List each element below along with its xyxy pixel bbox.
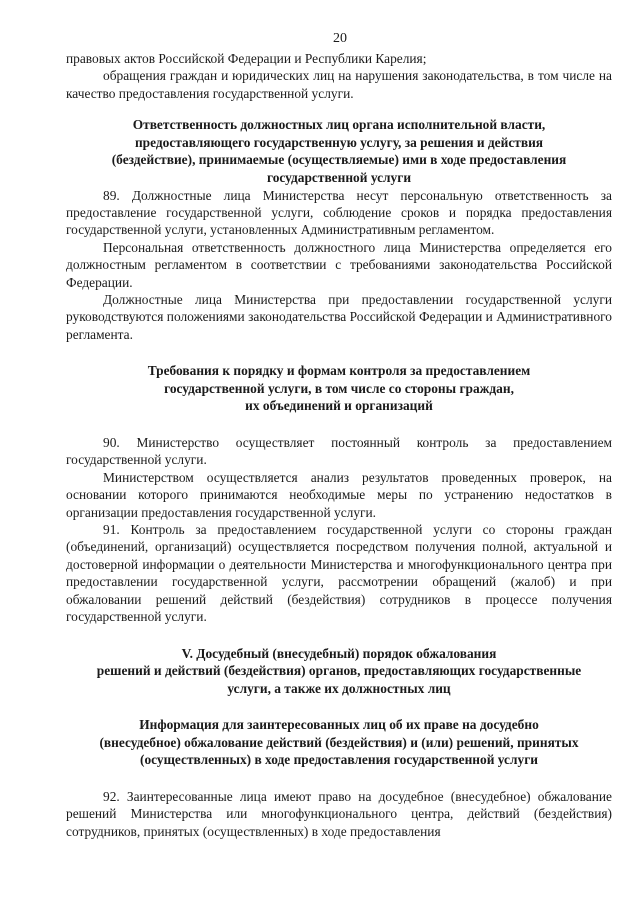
document-page [66,28,612,840]
intro-line: правовых актов Российской Федерации и Республики Карелия; [66,51,427,66]
heading-line: государственной услуги [266,170,412,185]
paragraph-90: 90. Министерство осуществляет постоянный контроль за предоставлением государственной услуги. [66,435,612,468]
heading-line: V. Досудебный (внесудебный) порядок обжалования [181,645,497,661]
heading-line: (осуществленных) в ходе предоставления государственной услуги [140,752,538,768]
paragraph-personal-responsibility: Персональная ответственность должностного лица Министерства определяется его должностным регламентом в соответствии с требованиями законодательства Российской Федерации. [66,239,612,290]
heading-line: их объединений и организаций [245,398,433,414]
intro-paragraph: обращения граждан и юридических лиц на нарушения законодательства, в том числе на качество предоставления государственной услуги. [66,68,612,101]
heading-line: Требования к порядку и формам контроля за предоставлением [147,363,531,379]
heading-control [66,362,612,415]
paragraph-91: 91. Контроль за предоставлением государственной услуги со стороны граждан (объединений, организаций) осуществляется посредством получения полной, актуальной и достоверной информации о деятельности Министерства и многофункционального центра при предоставлении государственной услуги, рассмотрении обращений (жалоб) и при обжаловании решений действий (бездействия) сотрудников в процессе получения государственной услуги. [66,522,612,625]
paragraph-89: 89. Должностные лица Министерства несут персональную ответственность за предоставление государственной услуги, соблюдение сроков и порядка предоставления государственной услуги, установленных Административным регламентом. [66,187,612,238]
heading-line: (внесудебное) обжалование действий (бездействия) и (или) решений, принятых [99,734,579,750]
paragraph-analysis: Министерством осуществляется анализ результатов проведенных проверок, на основании которого принимаются необходимые меры по устранению недостатков в организации предоставления государственной услуги. [66,469,612,520]
heading-line: (бездействие), принимаемые (осуществляемые) ими в ходе предоставления [111,152,567,168]
heading-section-v [66,645,612,698]
paragraph-officials-guidance: Должностные лица Министерства при предоставлении государственной услуги руководствуются положениями законодательства Российской Федерации и Административного регламента. [66,292,612,342]
heading-line: услуги, а также их должностных лиц [227,680,451,696]
heading-line: решений и действий (бездействия) органов, предоставляющих государственные [96,663,582,679]
heading-appeal-information [66,716,612,769]
heading-line: предоставляющего государственную услугу, за решения и действия [134,134,544,150]
paragraph-92: 92. Заинтересованные лица имеют право на досудебное (внесудебное) обжалование решений Министерства или многофункционального центра, действий (бездействия) сотрудников, принятых (осуществленных) в ходе предоставления [66,789,612,839]
heading-line: Информация для заинтересованных лиц об их праве на досудебно [139,717,539,733]
heading-responsibility [66,116,612,186]
page-number: 20 [333,31,347,46]
heading-line: Ответственность должностных лиц органа исполнительной власти, [132,117,546,133]
heading-line: государственной услуги, в том числе со стороны граждан, [164,380,514,396]
